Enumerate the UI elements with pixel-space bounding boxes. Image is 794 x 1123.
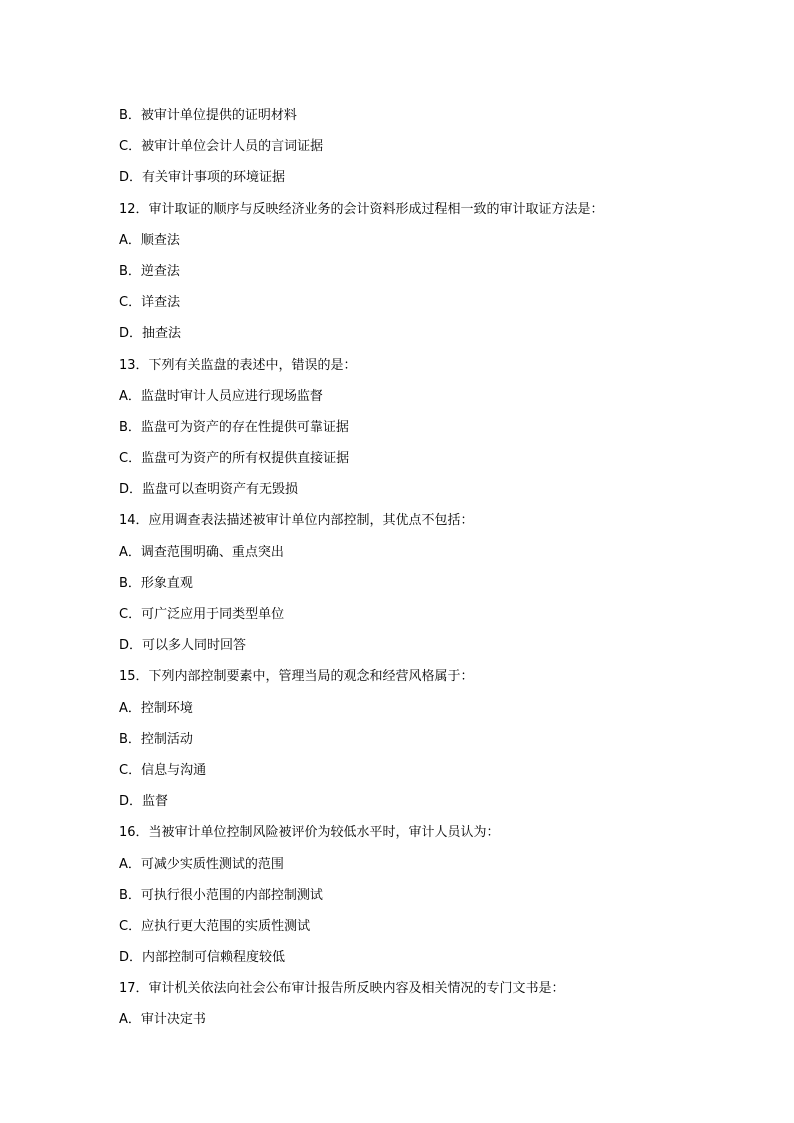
option-line: B．逆查法 xyxy=(119,263,180,279)
question-line: 12．审计取证的顺序与反映经济业务的会计资料形成过程相一致的审计取证方法是： xyxy=(119,201,604,217)
option-line: D．监盘可以查明资产有无毁损 xyxy=(119,482,299,498)
option-line: D．有关审计事项的环境证据 xyxy=(119,170,286,186)
option-line: C．应执行更大范围的实质性测试 xyxy=(119,918,311,934)
option-line: C．被审计单位会计人员的言词证据 xyxy=(119,139,324,155)
option-line: A．调查范围明确、重点突出 xyxy=(119,544,284,560)
question-line: 17．审计机关依法向社会公布审计报告所反映内容及相关情况的专门文书是： xyxy=(119,981,565,997)
option-line: C．可广泛应用于同类型单位 xyxy=(119,607,285,622)
option-line: D．监督 xyxy=(119,794,169,810)
option-line: A．可减少实质性测试的范围 xyxy=(119,856,284,872)
question-line: 14．应用调查表法描述被审计单位内部控制，其优点不包括： xyxy=(119,513,474,529)
question-line: 15．下列内部控制要素中，管理当局的观念和经营风格属于： xyxy=(119,669,474,685)
option-line: D．可以多人同时回答 xyxy=(119,638,247,654)
option-line: B．形象直观 xyxy=(119,575,193,591)
option-line: D．内部控制可信赖程度较低 xyxy=(119,950,286,966)
option-line: A．顺查法 xyxy=(119,232,180,248)
option-line: A．审计决定书 xyxy=(119,1012,206,1028)
question-line: 16．当被审计单位控制风险被评价为较低水平时，审计人员认为： xyxy=(119,825,500,841)
document-page xyxy=(119,100,679,1036)
option-line: C．监盘可为资产的所有权提供直接证据 xyxy=(119,451,350,467)
option-line: D．抽查法 xyxy=(119,326,182,342)
question-line: 13．下列有关监盘的表述中，错误的是： xyxy=(119,357,357,373)
option-line: B．可执行很小范围的内部控制测试 xyxy=(119,887,323,903)
option-line: A．控制环境 xyxy=(119,700,193,716)
option-line: B．控制活动 xyxy=(119,731,193,747)
option-line: C．信息与沟通 xyxy=(119,762,207,778)
option-line: A．监盘时审计人员应进行现场监督 xyxy=(119,388,323,404)
option-line: B．被审计单位提供的证明材料 xyxy=(119,108,297,123)
option-line: B．监盘可为资产的存在性提供可靠证据 xyxy=(119,419,349,435)
option-line: C．详查法 xyxy=(119,295,181,311)
